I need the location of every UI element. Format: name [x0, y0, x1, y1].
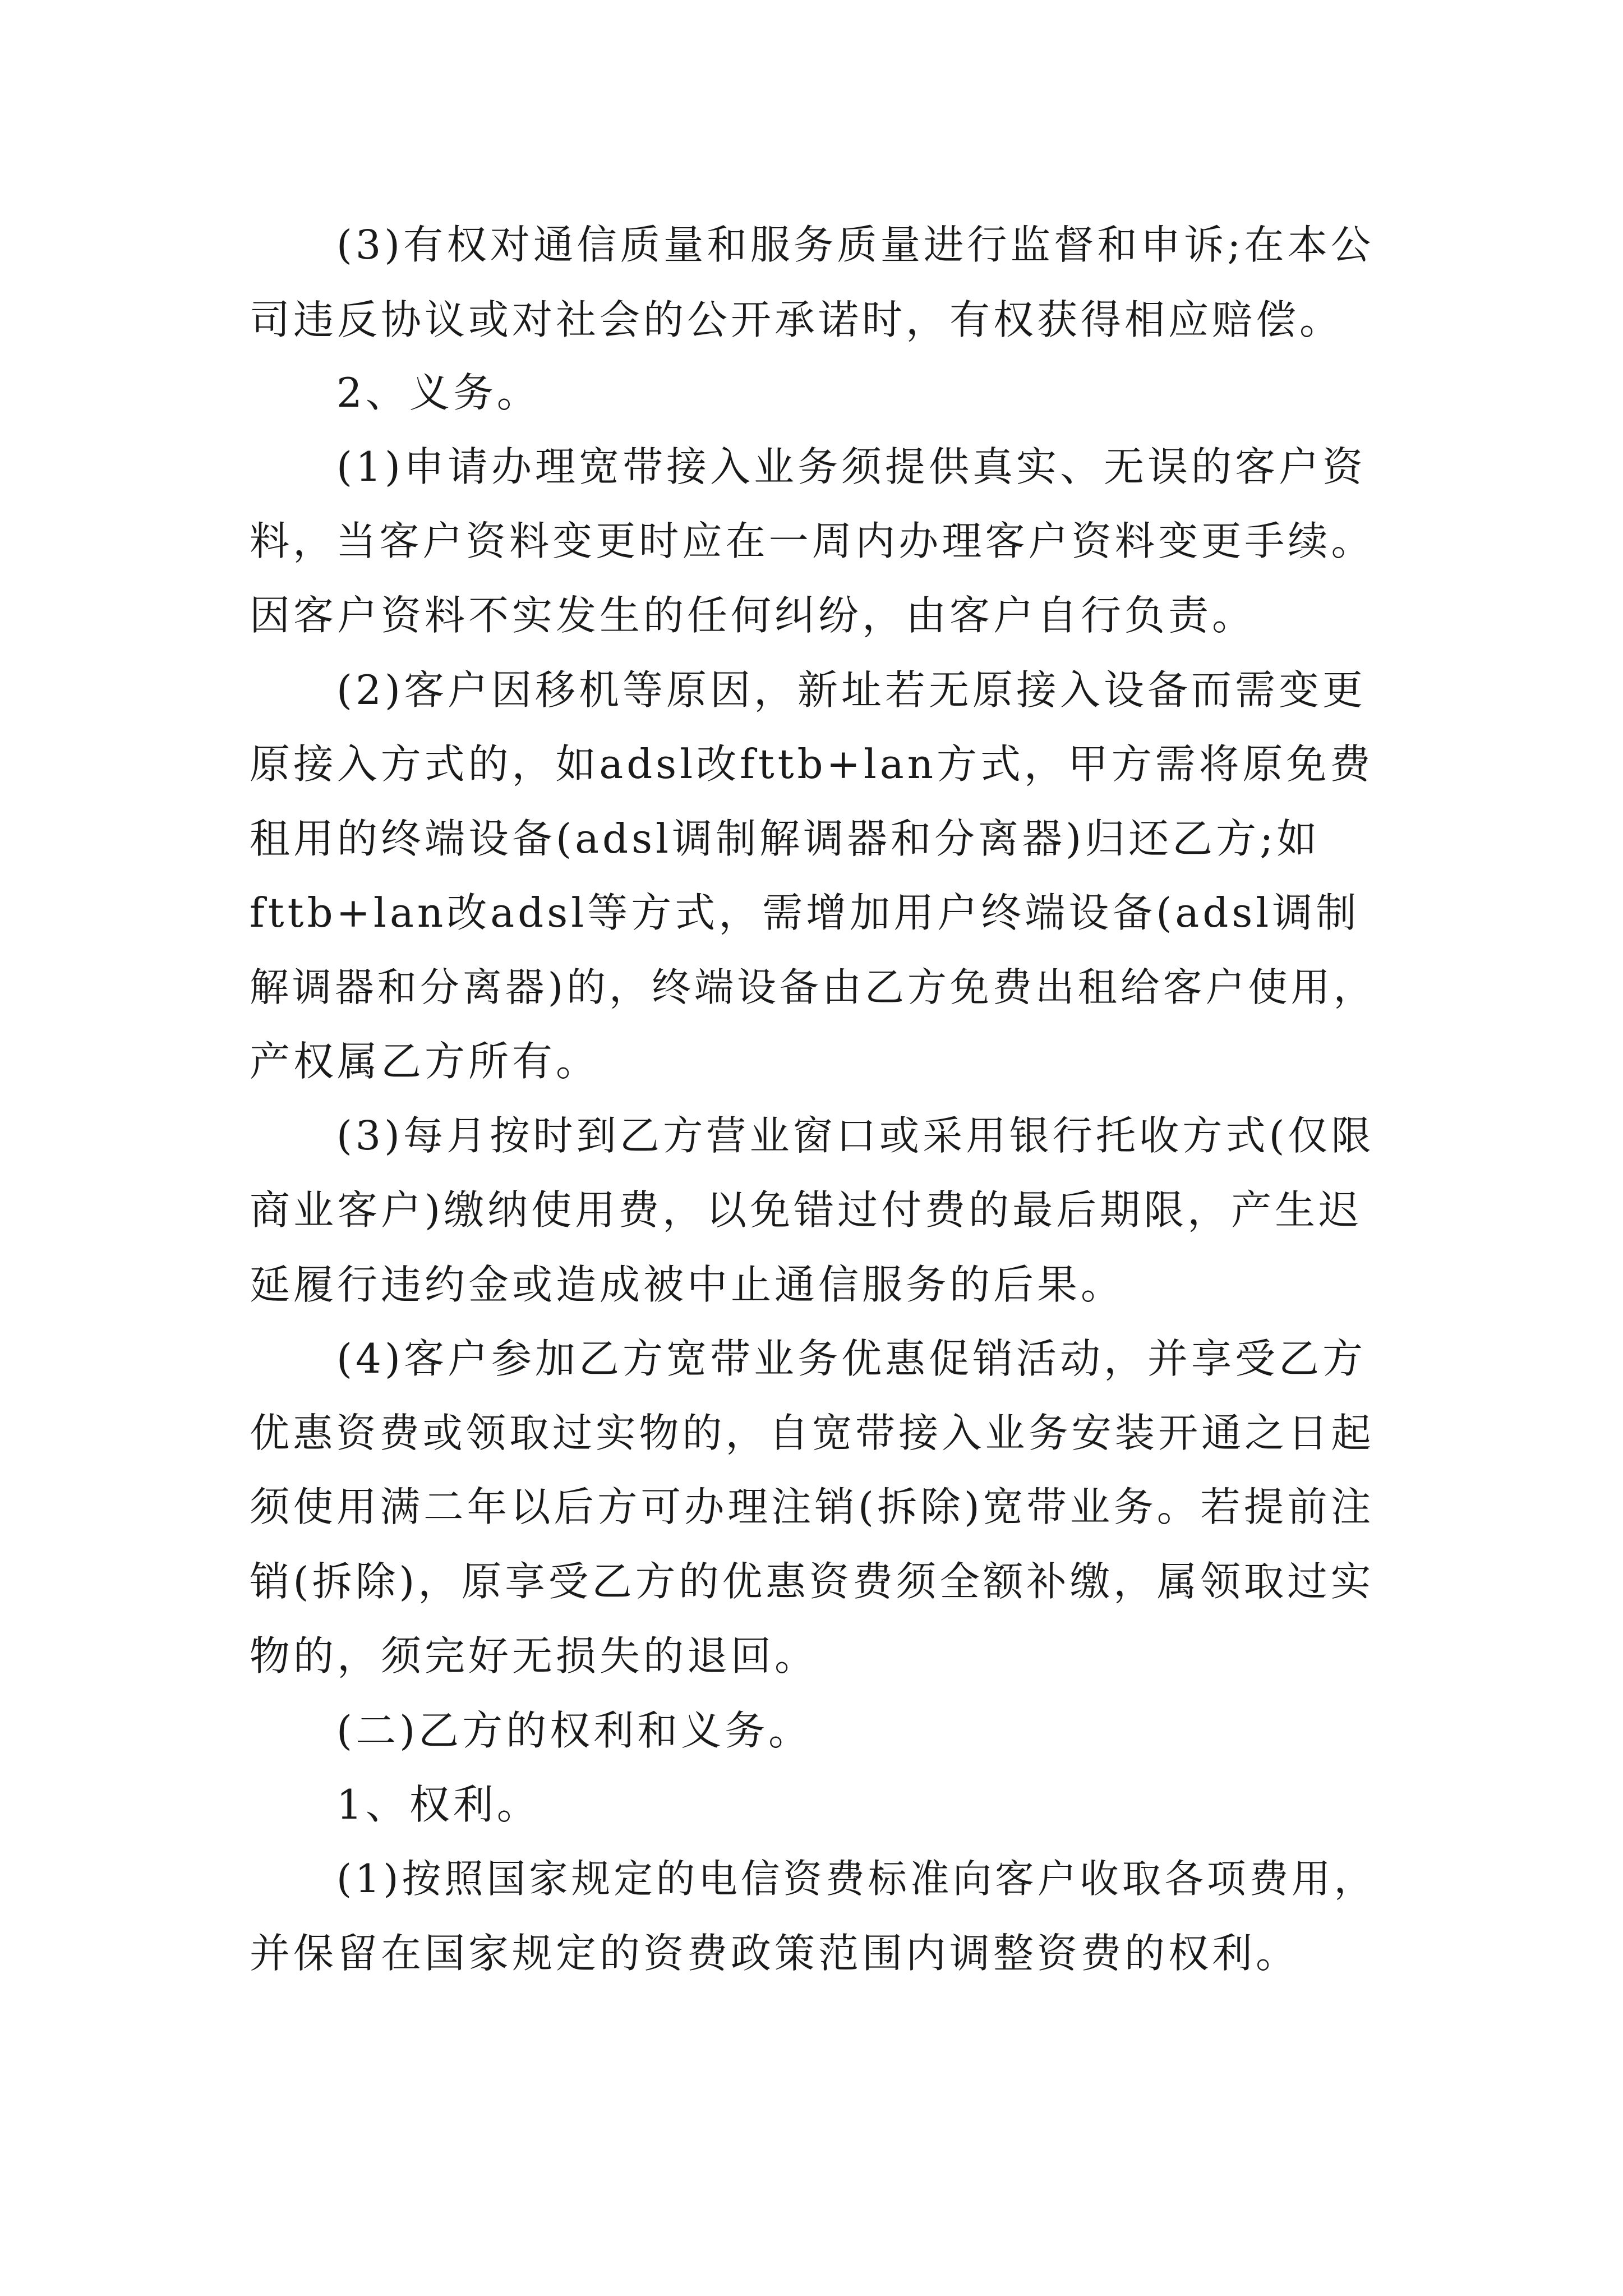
text-line-1: (3)有权对通信质量和服务质量进行监督和申诉;在本公 — [336, 222, 1375, 268]
text-line-3: 2、义务。 — [336, 369, 541, 416]
text-line-2: 司违反协议或对社会的公开承诺时，有权获得相应赔偿。 — [250, 296, 1344, 343]
text-line-24: 并保留在国家规定的资费政策范围内调整资费的权利。 — [250, 1930, 1300, 1977]
text-line-6: 因客户资料不实发生的任何纠纷，由客户自行负责。 — [250, 592, 1256, 639]
text-line-9: 租用的终端设备(adsl调制解调器和分离器)归还乙方;如 — [250, 815, 1321, 862]
text-line-4: (1)申请办理宽带接入业务须提供真实、无误的客户资 — [336, 443, 1366, 490]
text-line-17: 优惠资费或领取过实物的，自宽带接入业务安装开通之日起 — [250, 1410, 1375, 1456]
text-line-19: 销(拆除)，原享受乙方的优惠资费须全额补缴，属领取过实 — [250, 1558, 1375, 1605]
text-line-15: 延履行违约金或造成被中止通信服务的后果。 — [250, 1261, 1125, 1308]
text-line-14: 商业客户)缴纳使用费，以免错过付费的最后期限，产生迟 — [250, 1186, 1363, 1234]
text-line-8: 原接入方式的，如adsl改fttb+lan方式，甲方需将原免费 — [250, 740, 1374, 788]
text-line-11: 解调器和分离器)的，终端设备由乙方免费出租给客户使用， — [250, 964, 1376, 1010]
text-line-10: fttb+lan改adsl等方式，需增加用户终端设备(adsl调制 — [250, 889, 1360, 936]
text-line-20: 物的，须完好无损失的退回。 — [250, 1632, 819, 1680]
text-line-12: 产权属乙方所有。 — [250, 1038, 600, 1085]
text-line-13: (3)每月按时到乙方营业窗口或采用银行托收方式(仅限 — [336, 1112, 1375, 1159]
text-line-23: (1)按照国家规定的电信资费标准向客户收取各项费用， — [336, 1856, 1377, 1902]
text-line-22: 1、权利。 — [336, 1781, 541, 1828]
text-line-21: (二)乙方的权利和义务。 — [336, 1707, 813, 1754]
text-line-7: (2)客户因移机等原因，新址若无原接入设备而需变更 — [336, 666, 1366, 714]
text-line-5: 料，当客户资料变更时应在一周内办理客户资料变更手续。 — [250, 518, 1375, 564]
text-line-16: (4)客户参加乙方宽带业务优惠促销活动，并享受乙方 — [336, 1335, 1366, 1382]
text-line-18: 须使用满二年以后方可办理注销(拆除)宽带业务。若提前注 — [250, 1484, 1375, 1530]
